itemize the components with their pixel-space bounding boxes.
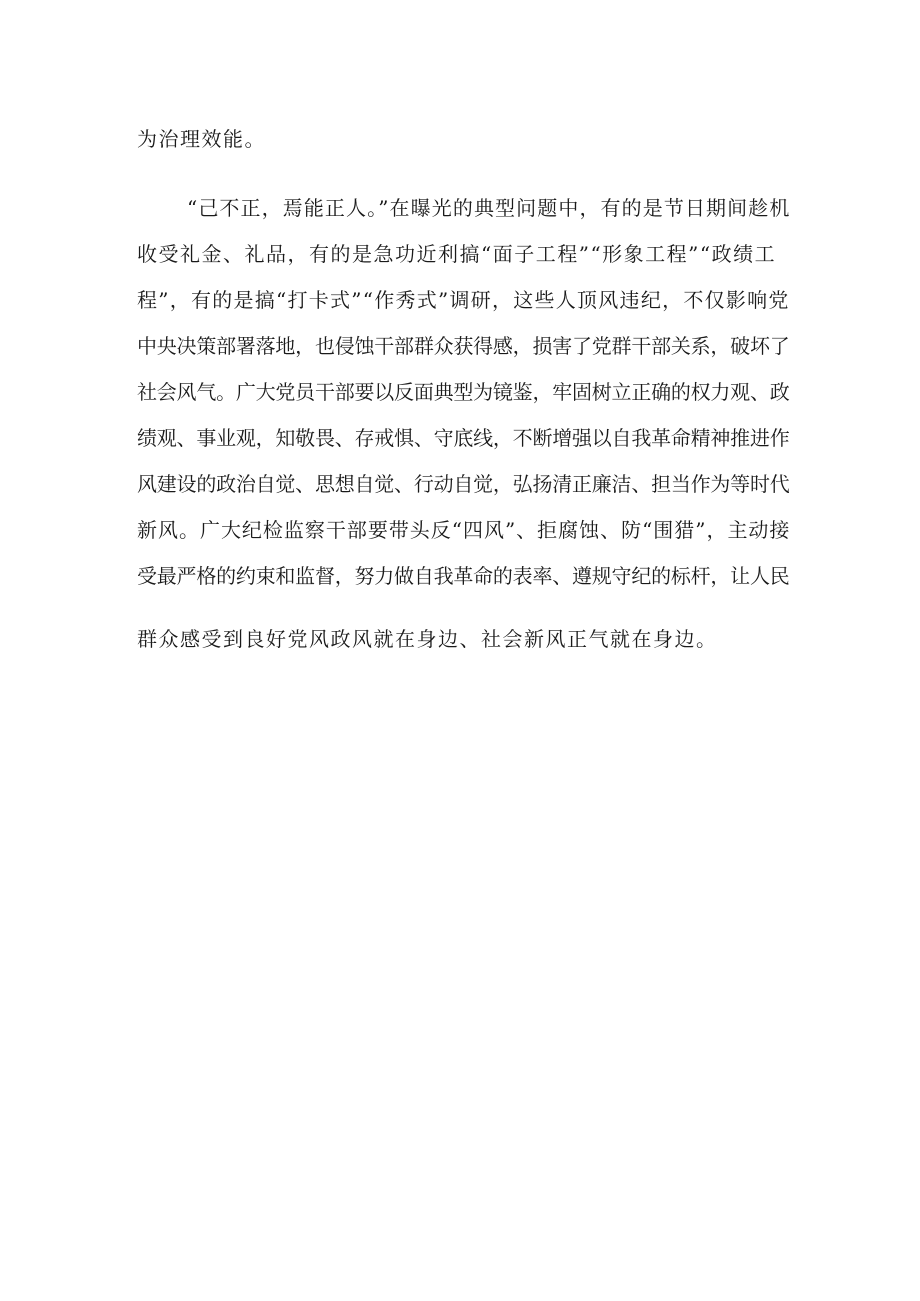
paragraph-2-line-1: “己不正，焉能正人。”在曝光的典型问题中，有的是节日期间趁机 [187,196,791,220]
paragraph-2-line-5: 社会风气。广大党员干部要以反面典型为镜鉴，牢固树立正确的权力观、政 [137,380,790,404]
paragraph-2-line-4: 中央决策部署落地，也侵蚀干部群众获得感，损害了党群干部关系，破坏了 [137,334,790,358]
paragraph-2-line-9: 受最严格的约束和监督，努力做自我革命的表率、遵规守纪的标杆，让人民 [137,564,790,588]
paragraph-2-line-3: 程”，有的是搞“打卡式”“作秀式”调研，这些人顶风违纪，不仅影响党 [137,288,790,312]
paragraph-2-line-2: 收受礼金、礼品，有的是急功近利搞“面子工程”“形象工程”“政绩工 [137,242,777,266]
paragraph-1-line-1: 为治理效能。 [137,127,266,151]
paragraph-2-line-6: 绩观、事业观，知敬畏、存戒惧、守底线，不断增强以自我革命精神推进作 [137,426,790,450]
paragraph-2-line-10: 群众感受到良好党风政风就在身边、社会新风正气就在身边。 [137,627,718,651]
paragraph-2-line-7: 风建设的政治自觉、思想自觉、行动自觉，弘扬清正廉洁、担当作为等时代 [137,472,790,496]
paragraph-2-line-8: 新风。广大纪检监察干部要带头反“四风”、拒腐蚀、防“围猎”，主动接 [137,518,791,542]
